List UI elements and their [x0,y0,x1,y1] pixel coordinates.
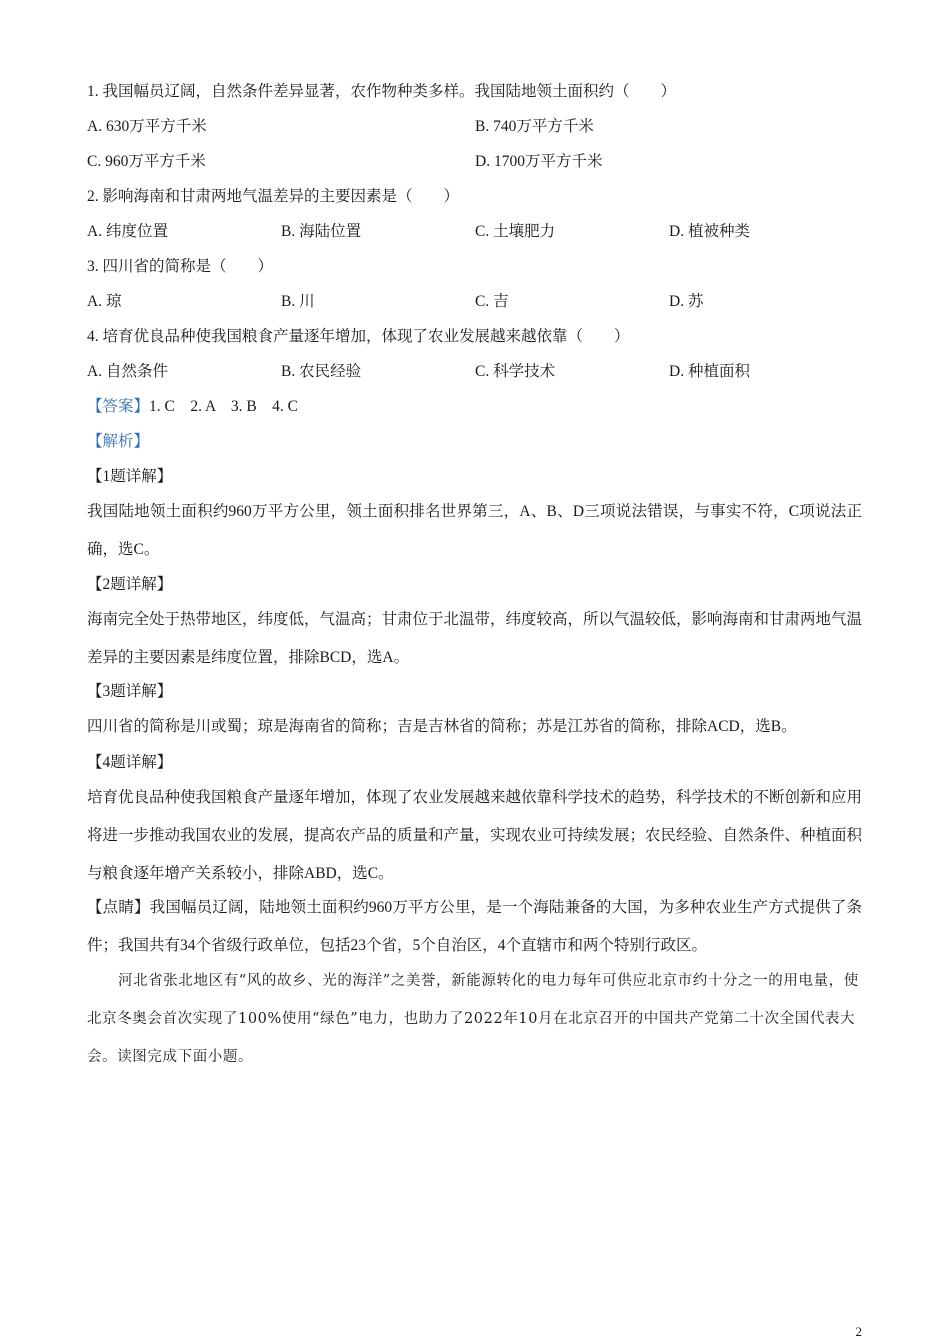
detail-4-heading: 【4题详解】 [87,754,173,771]
question-1-option-b: B. 740万平方千米 [475,118,594,135]
question-4-option-a: A. 自然条件 [87,363,168,380]
detail-1-text: 我国陆地领土面积约960万平方公里，领土面积排名世界第三，A、B、D三项说法错误，与事实不符，C项说法正确，选C。 [87,503,862,558]
comment-block [87,889,862,965]
question-1-option-d: D. 1700万平方千米 [475,153,603,170]
question-3-option-c: C. 吉 [475,293,509,310]
comment-text: 我国幅员辽阔，陆地领土面积约960万平方公里，是一个海陆兼备的大国，为多种农业生产方式提供了条件；我国共有34个省级行政单位，包括23个省，5个自治区，4个直辖市和两个特别行政区。 [87,899,862,954]
detail-3-heading: 【3题详解】 [87,683,173,700]
detail-3-text: 四川省的简称是川或蜀；琼是海南省的简称；吉是吉林省的简称；苏是江苏省的简称，排除ACD，选B。 [87,718,797,735]
detail-1-heading: 【1题详解】 [87,468,173,485]
question-2-option-a: A. 纬度位置 [87,223,168,240]
next-questions-intro: 河北省张北地区有“风的故乡、光的海洋”之美誉，新能源转化的电力每年可供应北京市约十分之一的用电量，使北京冬奥会首次实现了100%使用“绿色”电力，也助力了2022年10月在北京召开的中国共产党第二十次全国代表大会。读图完成下面小题。 [87,973,859,1065]
detail-2-heading: 【2题详解】 [87,576,173,593]
question-2-stem: 2. 影响海南和甘肃两地气温差异的主要因素是（ ） [87,188,460,205]
question-4-option-c: C. 科学技术 [475,363,556,380]
comment-label: 【点睛】 [87,899,150,916]
question-3-stem: 3. 四川省的简称是（ ） [87,258,274,275]
answer-text: 1. C 2. A 3. B 4. C [149,398,299,415]
question-3-option-d: D. 苏 [669,293,704,310]
question-3-option-b: B. 川 [281,293,315,310]
question-2-option-d: D. 植被种类 [669,223,750,240]
question-3-option-a: A. 琼 [87,293,122,310]
question-2-option-c: C. 土壤肥力 [475,223,556,240]
question-1-option-c: C. 960万平方千米 [87,153,206,170]
question-4-option-b: B. 农民经验 [281,363,362,380]
question-1-stem: 1. 我国幅员辽阔，自然条件差异显著，农作物种类多样。我国陆地领土面积约（ ） [87,83,677,100]
question-4-stem: 4. 培育优良品种使我国粮食产量逐年增加，体现了农业发展越来越依靠（ ） [87,328,630,345]
question-2-option-b: B. 海陆位置 [281,223,362,240]
page-number: 2 [855,1324,862,1339]
answer-label: 【答案】 [87,398,150,415]
question-1-option-a: A. 630万平方千米 [87,118,207,135]
detail-4-text: 培育优良品种使我国粮食产量逐年增加，体现了农业发展越来越依靠科学技术的趋势，科学技术的不断创新和应用将进一步推动我国农业的发展，提高农产品的质量和产量，实现农业可持续发展；农民经验、自然条件、种植面积与粮食逐年增产关系较小，排除ABD，选C。 [87,789,863,882]
question-4-option-d: D. 种植面积 [669,363,750,380]
answer-line [87,397,298,417]
analysis-label: 【解析】 [87,433,150,450]
detail-2-text: 海南完全处于热带地区，纬度低，气温高；甘肃位于北温带，纬度较高，所以气温较低，影响海南和甘肃两地气温差异的主要因素是纬度位置，排除BCD，选A。 [87,611,863,666]
